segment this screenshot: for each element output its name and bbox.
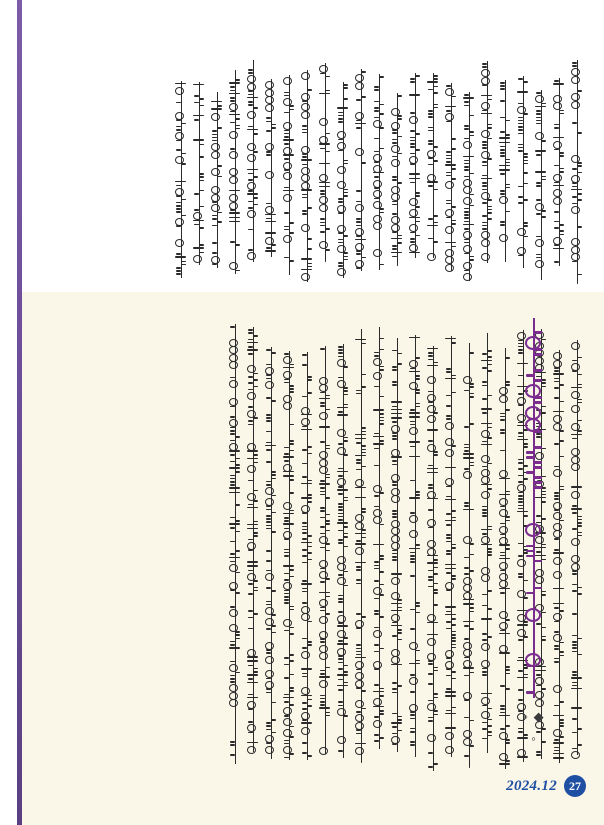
text-column bbox=[316, 60, 334, 260]
title-decorative-mark: ◦ ◆ ◦ bbox=[523, 709, 545, 746]
text-column bbox=[514, 60, 532, 268]
text-column bbox=[352, 322, 370, 760]
text-column bbox=[460, 60, 478, 281]
text-column bbox=[172, 60, 190, 278]
text-column bbox=[280, 60, 298, 275]
text-column bbox=[262, 322, 280, 759]
text-column bbox=[424, 60, 442, 258]
text-column bbox=[442, 322, 460, 757]
text-column bbox=[280, 322, 298, 760]
article-title-text bbox=[519, 318, 520, 319]
upper-section-meta bbox=[22, 0, 23, 1]
text-column bbox=[370, 322, 388, 749]
text-column bbox=[298, 60, 316, 282]
text-column bbox=[370, 60, 388, 270]
text-column bbox=[406, 322, 424, 757]
text-column bbox=[550, 60, 568, 266]
text-column bbox=[334, 322, 352, 758]
text-column bbox=[442, 60, 460, 271]
page-footer bbox=[506, 775, 586, 797]
text-column bbox=[226, 60, 244, 274]
text-column bbox=[550, 322, 568, 763]
upper-text-columns bbox=[172, 60, 586, 282]
text-column bbox=[568, 322, 586, 755]
text-column bbox=[406, 60, 424, 258]
text-column bbox=[388, 322, 406, 752]
issue-date: 2024.12 bbox=[506, 777, 557, 794]
text-column bbox=[532, 60, 550, 280]
page-number-badge: 27 bbox=[564, 775, 586, 797]
upper-text-section bbox=[22, 0, 604, 292]
text-column bbox=[244, 60, 262, 262]
text-column bbox=[208, 60, 226, 268]
text-column bbox=[226, 322, 244, 764]
text-column bbox=[568, 60, 586, 282]
text-column bbox=[388, 60, 406, 265]
text-column bbox=[496, 322, 514, 769]
text-column bbox=[352, 60, 370, 271]
text-column bbox=[478, 322, 496, 753]
text-column bbox=[496, 60, 514, 262]
text-column bbox=[298, 322, 316, 760]
text-column bbox=[478, 60, 496, 263]
text-column bbox=[316, 322, 334, 754]
text-column bbox=[244, 322, 262, 752]
text-column bbox=[460, 322, 478, 763]
text-column bbox=[262, 60, 280, 257]
text-column bbox=[190, 60, 208, 265]
article-title bbox=[519, 318, 549, 698]
lower-section-meta bbox=[22, 292, 23, 293]
text-column bbox=[334, 60, 352, 278]
text-column bbox=[424, 322, 442, 771]
lower-text-section bbox=[22, 292, 604, 825]
